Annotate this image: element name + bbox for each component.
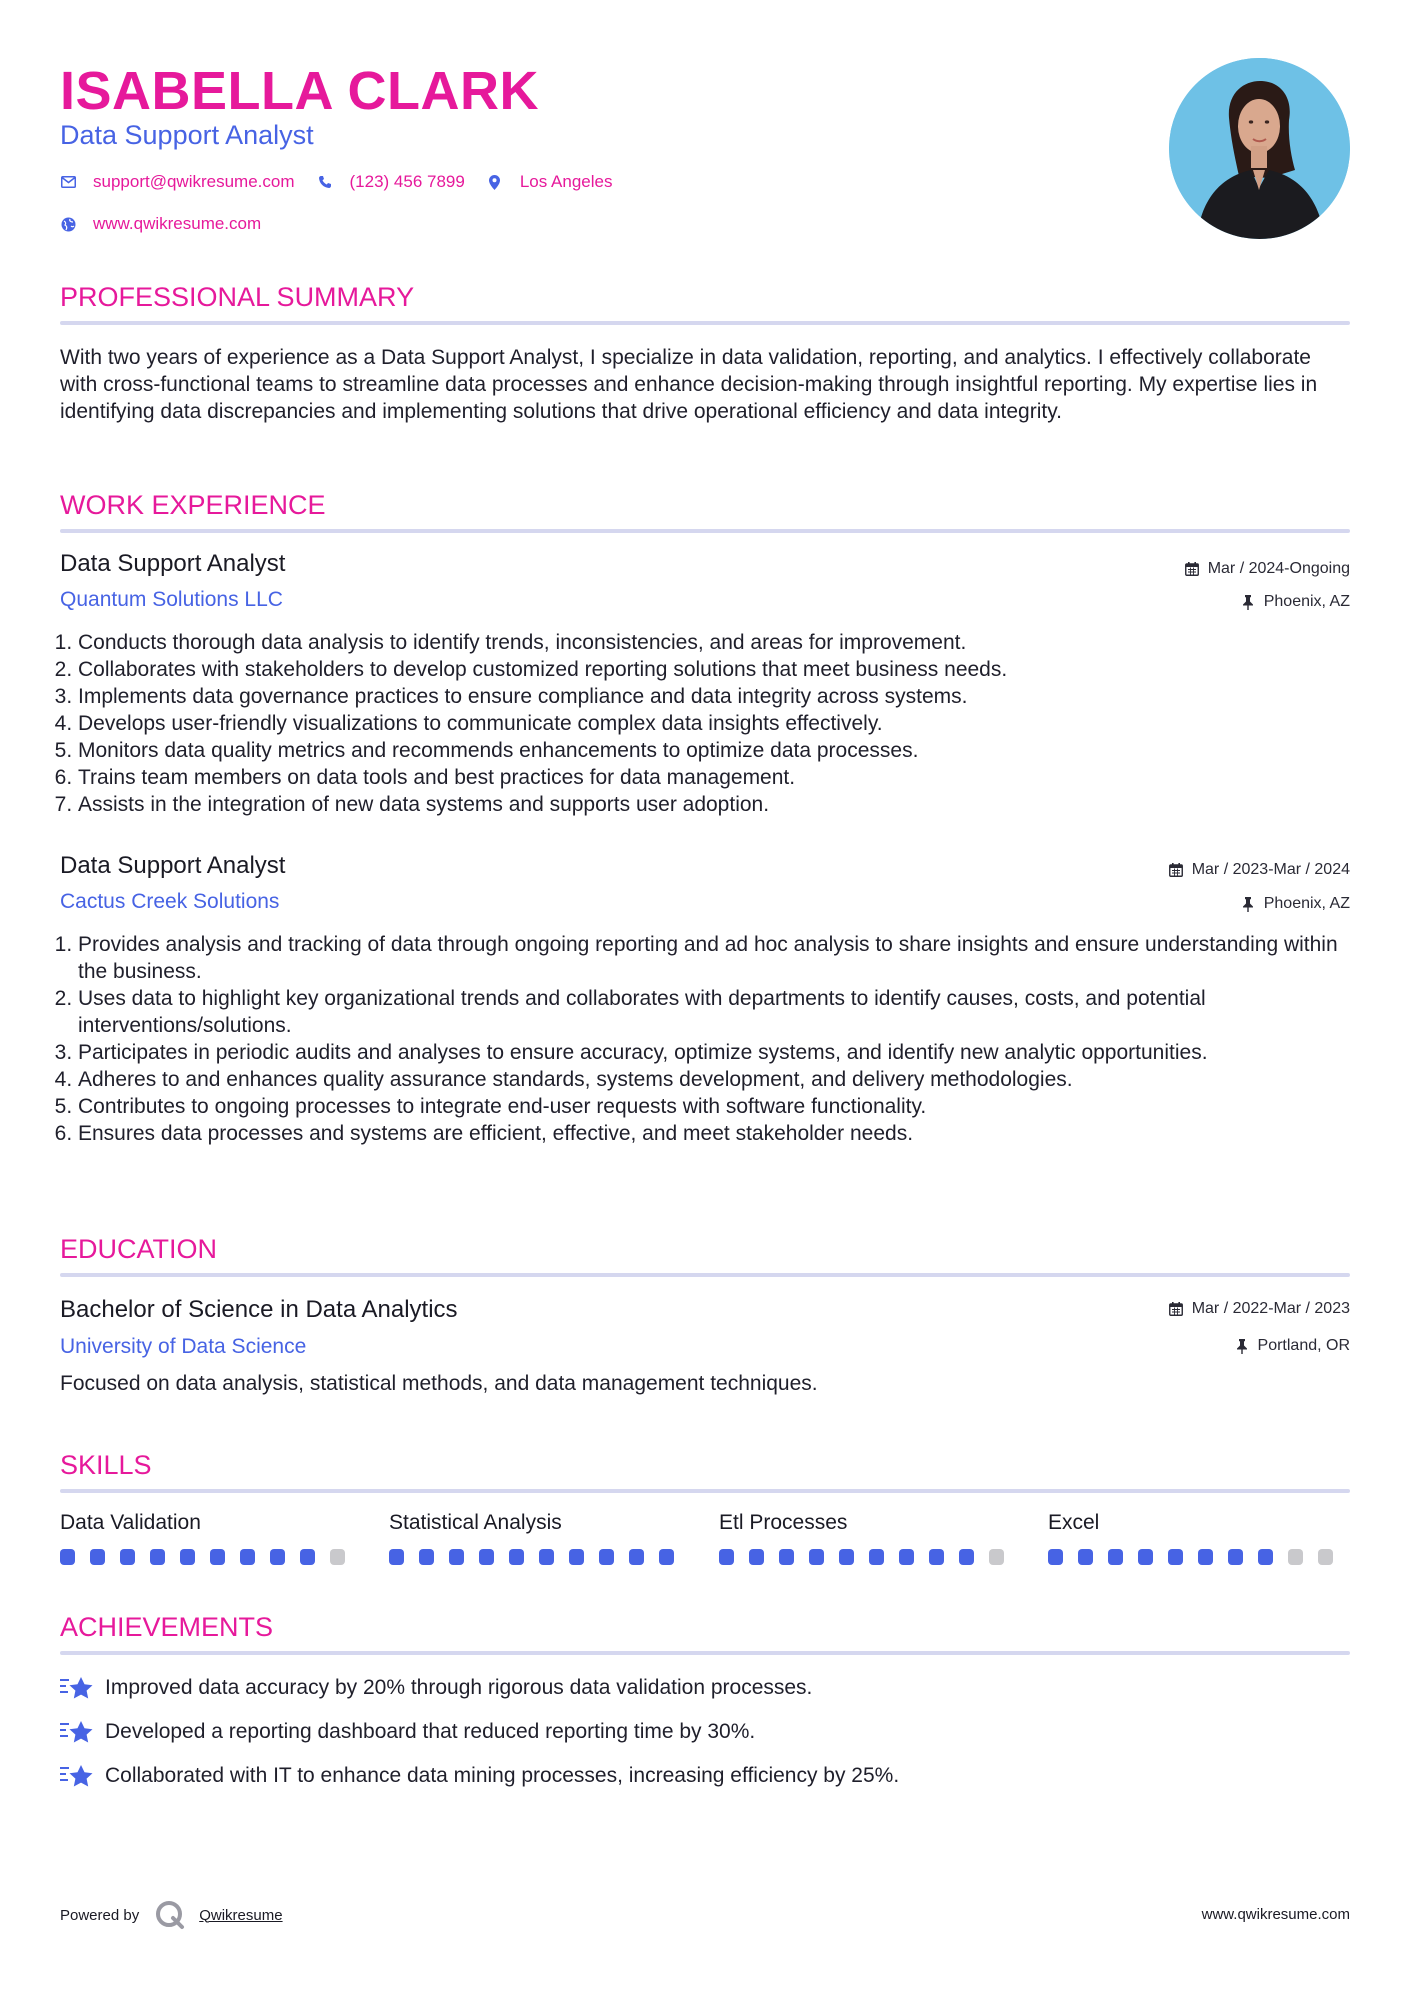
- skill-dot-filled: [1138, 1549, 1153, 1565]
- school-name: University of Data Science: [60, 1335, 307, 1358]
- contact-row: [60, 172, 634, 192]
- skill-dot-filled: [389, 1549, 404, 1565]
- skill-rating: [719, 1549, 1019, 1565]
- skill-dot-filled: [659, 1549, 674, 1565]
- skill-dot-filled: [509, 1549, 524, 1565]
- skill-dot-filled: [1078, 1549, 1093, 1565]
- job-dates: [1184, 559, 1350, 579]
- skill-rating: [1048, 1549, 1348, 1565]
- location-text: Los Angeles: [519, 172, 613, 191]
- skill-dot-filled: [929, 1549, 944, 1565]
- skill-dot-filled: [120, 1549, 135, 1565]
- list-item: 7. Assists in the integration of new data systems and supports user adoption.: [78, 791, 1338, 818]
- skill-dot-filled: [1228, 1549, 1243, 1565]
- skill-dot-filled: [569, 1549, 584, 1565]
- calendar-icon: [1168, 1301, 1184, 1317]
- experience-heading: WORK EXPERIENCE: [60, 490, 326, 520]
- skill-dot-filled: [1048, 1549, 1063, 1565]
- skill-item: [1048, 1510, 1348, 1565]
- skill-dot-filled: [1108, 1549, 1123, 1565]
- section-divider: [60, 321, 1350, 325]
- job-location-text: Phoenix, AZ: [1263, 895, 1350, 912]
- company-name: Quantum Solutions LLC: [60, 588, 283, 611]
- achievement-text: Improved data accuracy by 20% through rigorous data validation processes.: [105, 1676, 813, 1699]
- skill-dot-filled: [539, 1549, 554, 1565]
- skill-dot-filled: [419, 1549, 434, 1565]
- job-dates: [1168, 860, 1350, 880]
- job-title: Data Support Analyst: [60, 852, 286, 879]
- skill-rating: [389, 1549, 689, 1565]
- job-responsibilities: [60, 931, 1338, 1147]
- star-icon: [60, 1675, 94, 1701]
- qwikresume-link[interactable]: Qwikresume: [199, 1906, 283, 1924]
- skill-rating: [60, 1549, 360, 1565]
- skill-dot-filled: [1198, 1549, 1213, 1565]
- list-item: 3. Implements data governance practices to ensure compliance and data integrity across systems.: [78, 683, 1338, 710]
- skill-dot-empty: [1318, 1549, 1333, 1565]
- skill-item: [60, 1510, 360, 1565]
- skill-dot-filled: [899, 1549, 914, 1565]
- skill-dot-filled: [959, 1549, 974, 1565]
- company-name: Cactus Creek Solutions: [60, 890, 280, 913]
- skill-dot-filled: [449, 1549, 464, 1565]
- list-item: 3. Participates in periodic audits and analyses to ensure accuracy, optimize systems, and identify new analytic opportunities.: [78, 1039, 1338, 1066]
- pushpin-icon: [1240, 594, 1256, 610]
- skill-dot-filled: [809, 1549, 824, 1565]
- section-divider: [60, 1651, 1350, 1655]
- skill-item: [719, 1510, 1019, 1565]
- achievement-text: Developed a reporting dashboard that reduced reporting time by 30%.: [105, 1720, 756, 1743]
- section-divider: [60, 1489, 1350, 1493]
- list-item: 5. Monitors data quality metrics and recommends enhancements to optimize data processes.: [78, 737, 1338, 764]
- candidate-role: Data Support Analyst: [60, 120, 314, 150]
- qwikresume-logo-icon: [155, 1900, 185, 1930]
- education-dates: [1168, 1299, 1350, 1319]
- skill-dot-filled: [60, 1549, 75, 1565]
- skill-dot-filled: [869, 1549, 884, 1565]
- job-location: [1240, 592, 1350, 612]
- summary-text: With two years of experience as a Data Support Analyst, I specialize in data validation, reporting, and analytics. I effectively collaborate with cross-functional teams to streamline data processes and enhance decision-making through insightful reporting. My expertise lies in identifying data discrepancies and implementing solutions that drive operational efficiency and data integrity.: [60, 346, 1318, 423]
- job-title: Data Support Analyst: [60, 550, 286, 577]
- footer-powered-by: [60, 1900, 283, 1930]
- skill-name: Etl Processes: [719, 1511, 848, 1534]
- skill-dot-filled: [180, 1549, 195, 1565]
- section-divider: [60, 529, 1350, 533]
- list-item: 6. Trains team members on data tools and best practices for data management.: [78, 764, 1338, 791]
- location-item: [487, 172, 613, 192]
- skill-dot-filled: [599, 1549, 614, 1565]
- phone-item[interactable]: [317, 172, 465, 192]
- skill-dot-filled: [629, 1549, 644, 1565]
- website-text: www.qwikresume.com: [93, 214, 262, 233]
- skill-dot-filled: [479, 1549, 494, 1565]
- globe-icon: [60, 216, 76, 232]
- skill-name: Statistical Analysis: [389, 1511, 562, 1534]
- skill-dot-filled: [210, 1549, 225, 1565]
- education-location-text: Portland, OR: [1257, 1337, 1350, 1354]
- skill-dot-filled: [719, 1549, 734, 1565]
- achievement-item: [60, 1719, 755, 1745]
- list-item: 6. Ensures data processes and systems are efficient, effective, and meet stakeholder needs.: [78, 1120, 1338, 1147]
- section-divider: [60, 1273, 1350, 1277]
- skill-dot-filled: [749, 1549, 764, 1565]
- skill-dot-filled: [779, 1549, 794, 1565]
- map-pin-icon: [487, 174, 503, 190]
- email-item[interactable]: [60, 172, 295, 192]
- powered-by-label: Powered by: [60, 1906, 140, 1924]
- job-dates-text: Mar / 2023-Mar / 2024: [1191, 861, 1350, 878]
- education-description: Focused on data analysis, statistical methods, and data management techniques.: [60, 1372, 818, 1395]
- pushpin-icon: [1240, 896, 1256, 912]
- skill-dot-empty: [1288, 1549, 1303, 1565]
- achievement-item: [60, 1763, 899, 1789]
- skill-dot-filled: [90, 1549, 105, 1565]
- list-item: 2. Uses data to highlight key organizational trends and collaborates with departments to identify causes, costs, and potential interventions/solutions.: [78, 985, 1338, 1039]
- website-row: [60, 214, 283, 234]
- calendar-icon: [1184, 561, 1200, 577]
- list-item: 1. Conducts thorough data analysis to identify trends, inconsistencies, and areas for improvement.: [78, 629, 1338, 656]
- email-text: support@qwikresume.com: [93, 172, 295, 191]
- skill-dot-filled: [150, 1549, 165, 1565]
- resume-page: [60, 0, 1350, 1990]
- skill-dot-filled: [240, 1549, 255, 1565]
- phone-icon: [317, 174, 333, 190]
- list-item: 4. Develops user-friendly visualizations to communicate complex data insights effectively.: [78, 710, 1338, 737]
- website-item[interactable]: [60, 214, 261, 234]
- skill-dot-empty: [989, 1549, 1004, 1565]
- education-dates-text: Mar / 2022-Mar / 2023: [1191, 1300, 1350, 1317]
- star-icon: [60, 1763, 94, 1789]
- list-item: 1. Provides analysis and tracking of data through ongoing reporting and ad hoc analysis to share insights and ensure understanding within the business.: [78, 931, 1338, 985]
- pushpin-icon: [1234, 1338, 1250, 1354]
- skill-dot-filled: [300, 1549, 315, 1565]
- footer-website-link[interactable]: www.qwikresume.com: [1201, 1906, 1350, 1923]
- skill-item: [389, 1510, 689, 1565]
- job-location: [1240, 894, 1350, 914]
- skill-dot-filled: [1258, 1549, 1273, 1565]
- education-location: [1234, 1336, 1350, 1356]
- job-responsibilities: [60, 629, 1338, 818]
- skill-dot-filled: [839, 1549, 854, 1565]
- education-heading: EDUCATION: [60, 1234, 218, 1264]
- summary-heading: PROFESSIONAL SUMMARY: [60, 282, 415, 312]
- skill-dot-filled: [1168, 1549, 1183, 1565]
- skill-dot-empty: [330, 1549, 345, 1565]
- achievements-heading: ACHIEVEMENTS: [60, 1612, 274, 1642]
- list-item: 5. Contributes to ongoing processes to integrate end-user requests with software functionality.: [78, 1093, 1338, 1120]
- calendar-icon: [1168, 862, 1184, 878]
- skill-name: Excel: [1048, 1511, 1100, 1534]
- list-item: 4. Adheres to and enhances quality assurance standards, systems development, and delivery methodologies.: [78, 1066, 1338, 1093]
- skill-name: Data Validation: [60, 1511, 201, 1534]
- star-icon: [60, 1719, 94, 1745]
- profile-photo: [1169, 58, 1350, 239]
- achievement-item: [60, 1675, 812, 1701]
- job-dates-text: Mar / 2024-Ongoing: [1207, 560, 1350, 577]
- phone-text: (123) 456 7899: [349, 172, 465, 191]
- list-item: 2. Collaborates with stakeholders to develop customized reporting solutions that meet business needs.: [78, 656, 1338, 683]
- envelope-icon: [60, 174, 76, 190]
- skill-dot-filled: [270, 1549, 285, 1565]
- job-location-text: Phoenix, AZ: [1263, 593, 1350, 610]
- degree-title: Bachelor of Science in Data Analytics: [60, 1296, 458, 1323]
- achievement-text: Collaborated with IT to enhance data mining processes, increasing efficiency by 25%.: [105, 1764, 900, 1787]
- skills-heading: SKILLS: [60, 1450, 152, 1480]
- candidate-name: ISABELLA CLARK: [60, 61, 539, 121]
